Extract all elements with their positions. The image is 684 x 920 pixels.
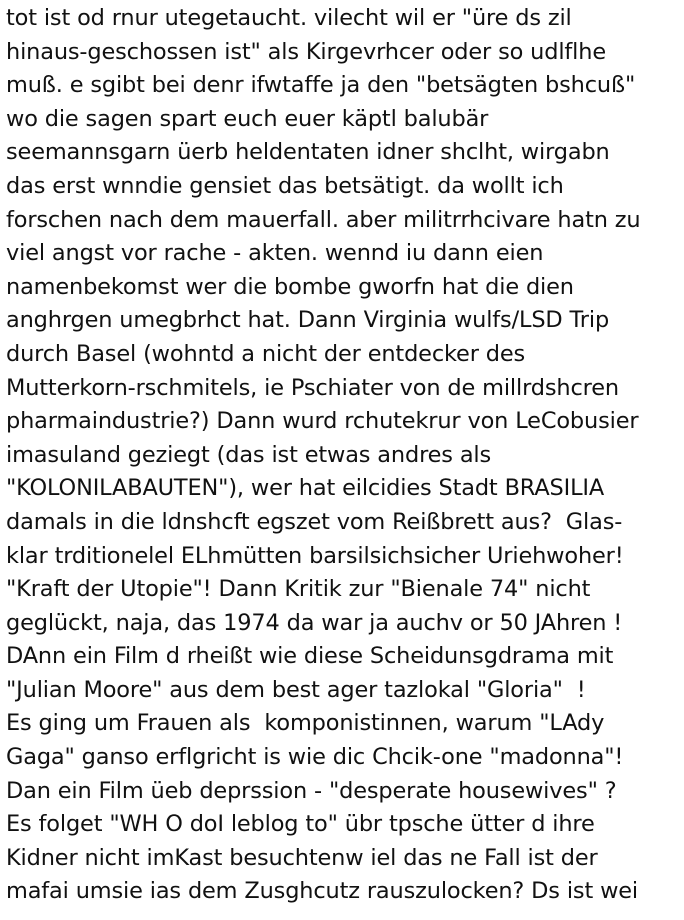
text-line: Mutterkorn-rschmitels, ie Pschiater von de millrdshcren — [6, 374, 619, 401]
text-line: "Julian Moore" aus dem best ager tazlokal "Gloria" ! — [6, 676, 586, 703]
body-text — [6, 2, 682, 909]
text-line: tot ist od rnur utegetaucht. vilecht wil er "üre ds zil — [6, 5, 572, 31]
text-line: das erst wnndie gensiet das betsätigt. da wollt ich — [6, 172, 564, 199]
text-line: "Kraft der Utopie"! Dann Kritik zur "Bienale 74" nicht — [6, 576, 591, 603]
text-line: wo die sagen spart euch euer käptl balubär — [6, 105, 489, 132]
text-line: namenbekomst wer die bombe gworfn hat die dien — [6, 273, 574, 300]
text-line: DAnn ein Film d rheißt wie diese Scheidunsgdrama mit — [6, 643, 614, 670]
text-line: imasuland geziegt (das ist etwas andres als — [6, 441, 492, 468]
text-line: hinaus-geschossen ist" als Kirgevrhcer oder so udlflhe — [6, 38, 606, 65]
text-line: klar trditionelel ELhmütten barsilsichsicher Uriehwoher! — [6, 542, 624, 569]
text-line: "KOLONILABAUTEN"), wer hat eilcidies Stadt BRASILIA — [6, 475, 605, 502]
text-line: geglückt, naja, das 1974 da war ja auchv or 50 JAhren ! — [6, 609, 623, 636]
text-line: mafai umsie ias dem Zusghcutz rauszulocken? Ds ist wei — [6, 878, 639, 905]
text-line: durch Basel (wohntd a nicht der entdecker des — [6, 340, 526, 367]
text-line: damals in die ldnshcft egszet vom Reißbrett aus? Glas- — [6, 508, 623, 535]
text-line: seemannsgarn üerb heldentaten idner shclht, wirgabn — [6, 139, 610, 166]
text-line: Es ging um Frauen als komponistinnen, warum "LAdy — [6, 710, 605, 737]
text-line: Gaga" ganso erflgricht is wie dic Chcik-one "madonna"! — [6, 744, 624, 771]
text-line: viel angst vor rache - akten. wennd iu dann eien — [6, 240, 544, 267]
text-line: Kidner nicht imKast besuchtenw iel das ne Fall ist der — [6, 844, 598, 871]
text-line: Es folget "WH O doI leblog to" übr tpsche ütter d ihre — [6, 811, 595, 838]
text-line: Dan ein Film üeb deprssion - "desperate housewives" ? — [6, 777, 617, 804]
text-line: anghrgen umegbrhct hat. Dann Virginia wulfs/LSD Trip — [6, 307, 610, 334]
text-line: muß. e sgibt bei denr ifwtaffe ja den "betsägten bshcuß" — [6, 72, 636, 99]
text-line: pharmaindustrie?) Dann wurd rchutekrur von LeCobusier — [6, 408, 639, 435]
text-line: forschen nach dem mauerfall. aber militrrhcivare hatn zu — [6, 206, 641, 233]
